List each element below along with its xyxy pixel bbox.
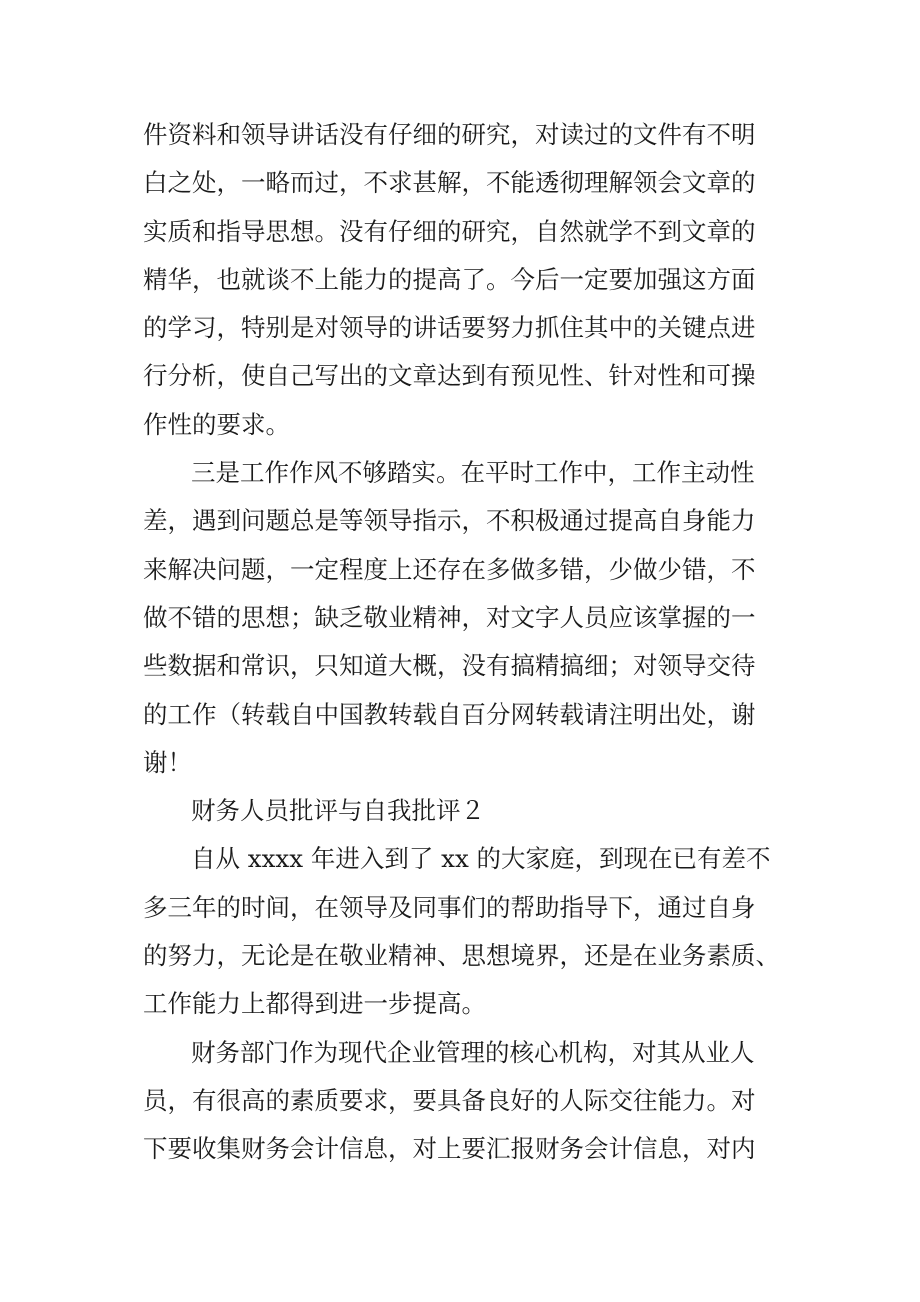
section-heading-text: 财务人员批评与自我批评２ (191, 796, 485, 826)
paragraph-line: 的努力，无论是在敬业精神、思想境界，还是在业务素质、 (143, 941, 780, 971)
paragraph-line: 差，遇到问题总是等领导指示，不积极通过提高自身能力 (143, 506, 756, 536)
paragraph-4 (143, 1029, 768, 1174)
paragraph-line: 员，有很高的素质要求，要具备良好的人际交往能力。对 (143, 1085, 756, 1115)
paragraph-line: 三是工作作风不够踏实。在平时工作中，工作主动性 (191, 458, 755, 488)
paragraph-line: 的工作（转载自中国教转载自百分网转载请注明出处，谢 (143, 699, 756, 729)
paragraph-line: 财务部门作为现代企业管理的核心机构，对其从业人 (191, 1037, 755, 1067)
paragraph-line: 行分析，使自己写出的文章达到有预见性、针对性和可操 (143, 361, 756, 391)
paragraph-line: 自从 xxxx 年进入到了 xx 的大家庭，到现在已有差不 (191, 844, 771, 874)
paragraph-line: 下要收集财务会计信息，对上要汇报财务会计信息，对内 (143, 1134, 756, 1164)
paragraph-line: 实质和指导思想。没有仔细的研究，自然就学不到文章的 (143, 216, 756, 246)
paragraph-line: 白之处，一略而过，不求甚解，不能透彻理解领会文章的 (143, 168, 756, 198)
paragraph-3 (143, 835, 780, 1028)
paragraph-line: 的学习，特别是对领导的讲话要努力抓住其中的关键点进 (143, 313, 756, 343)
paragraph-line: 工作能力上都得到进一步提高。 (143, 989, 486, 1019)
paragraph-line: 来解决问题，一定程度上还存在多做多错，少做少错，不 (143, 554, 756, 584)
paragraph-line: 谢！ (143, 747, 192, 777)
paragraph-line: 件资料和领导讲话没有仔细的研究，对读过的文件有不明 (143, 120, 756, 149)
paragraph-line: 精华，也就谈不上能力的提高了。今后一定要加强这方面 (143, 264, 756, 294)
document-page (143, 111, 780, 1174)
paragraph-line: 做不错的思想；缺乏敬业精神，对文字人员应该掌握的一 (143, 602, 756, 632)
paragraph-line: 多三年的时间，在领导及同事们的帮助指导下，通过自身 (143, 892, 756, 922)
paragraph-line: 作性的要求。 (143, 409, 290, 439)
paragraph-1 (143, 111, 768, 449)
paragraph-line: 些数据和常识，只知道大概，没有搞精搞细；对领导交待 (143, 651, 756, 681)
paragraph-2 (143, 449, 768, 787)
section-heading (143, 787, 768, 835)
